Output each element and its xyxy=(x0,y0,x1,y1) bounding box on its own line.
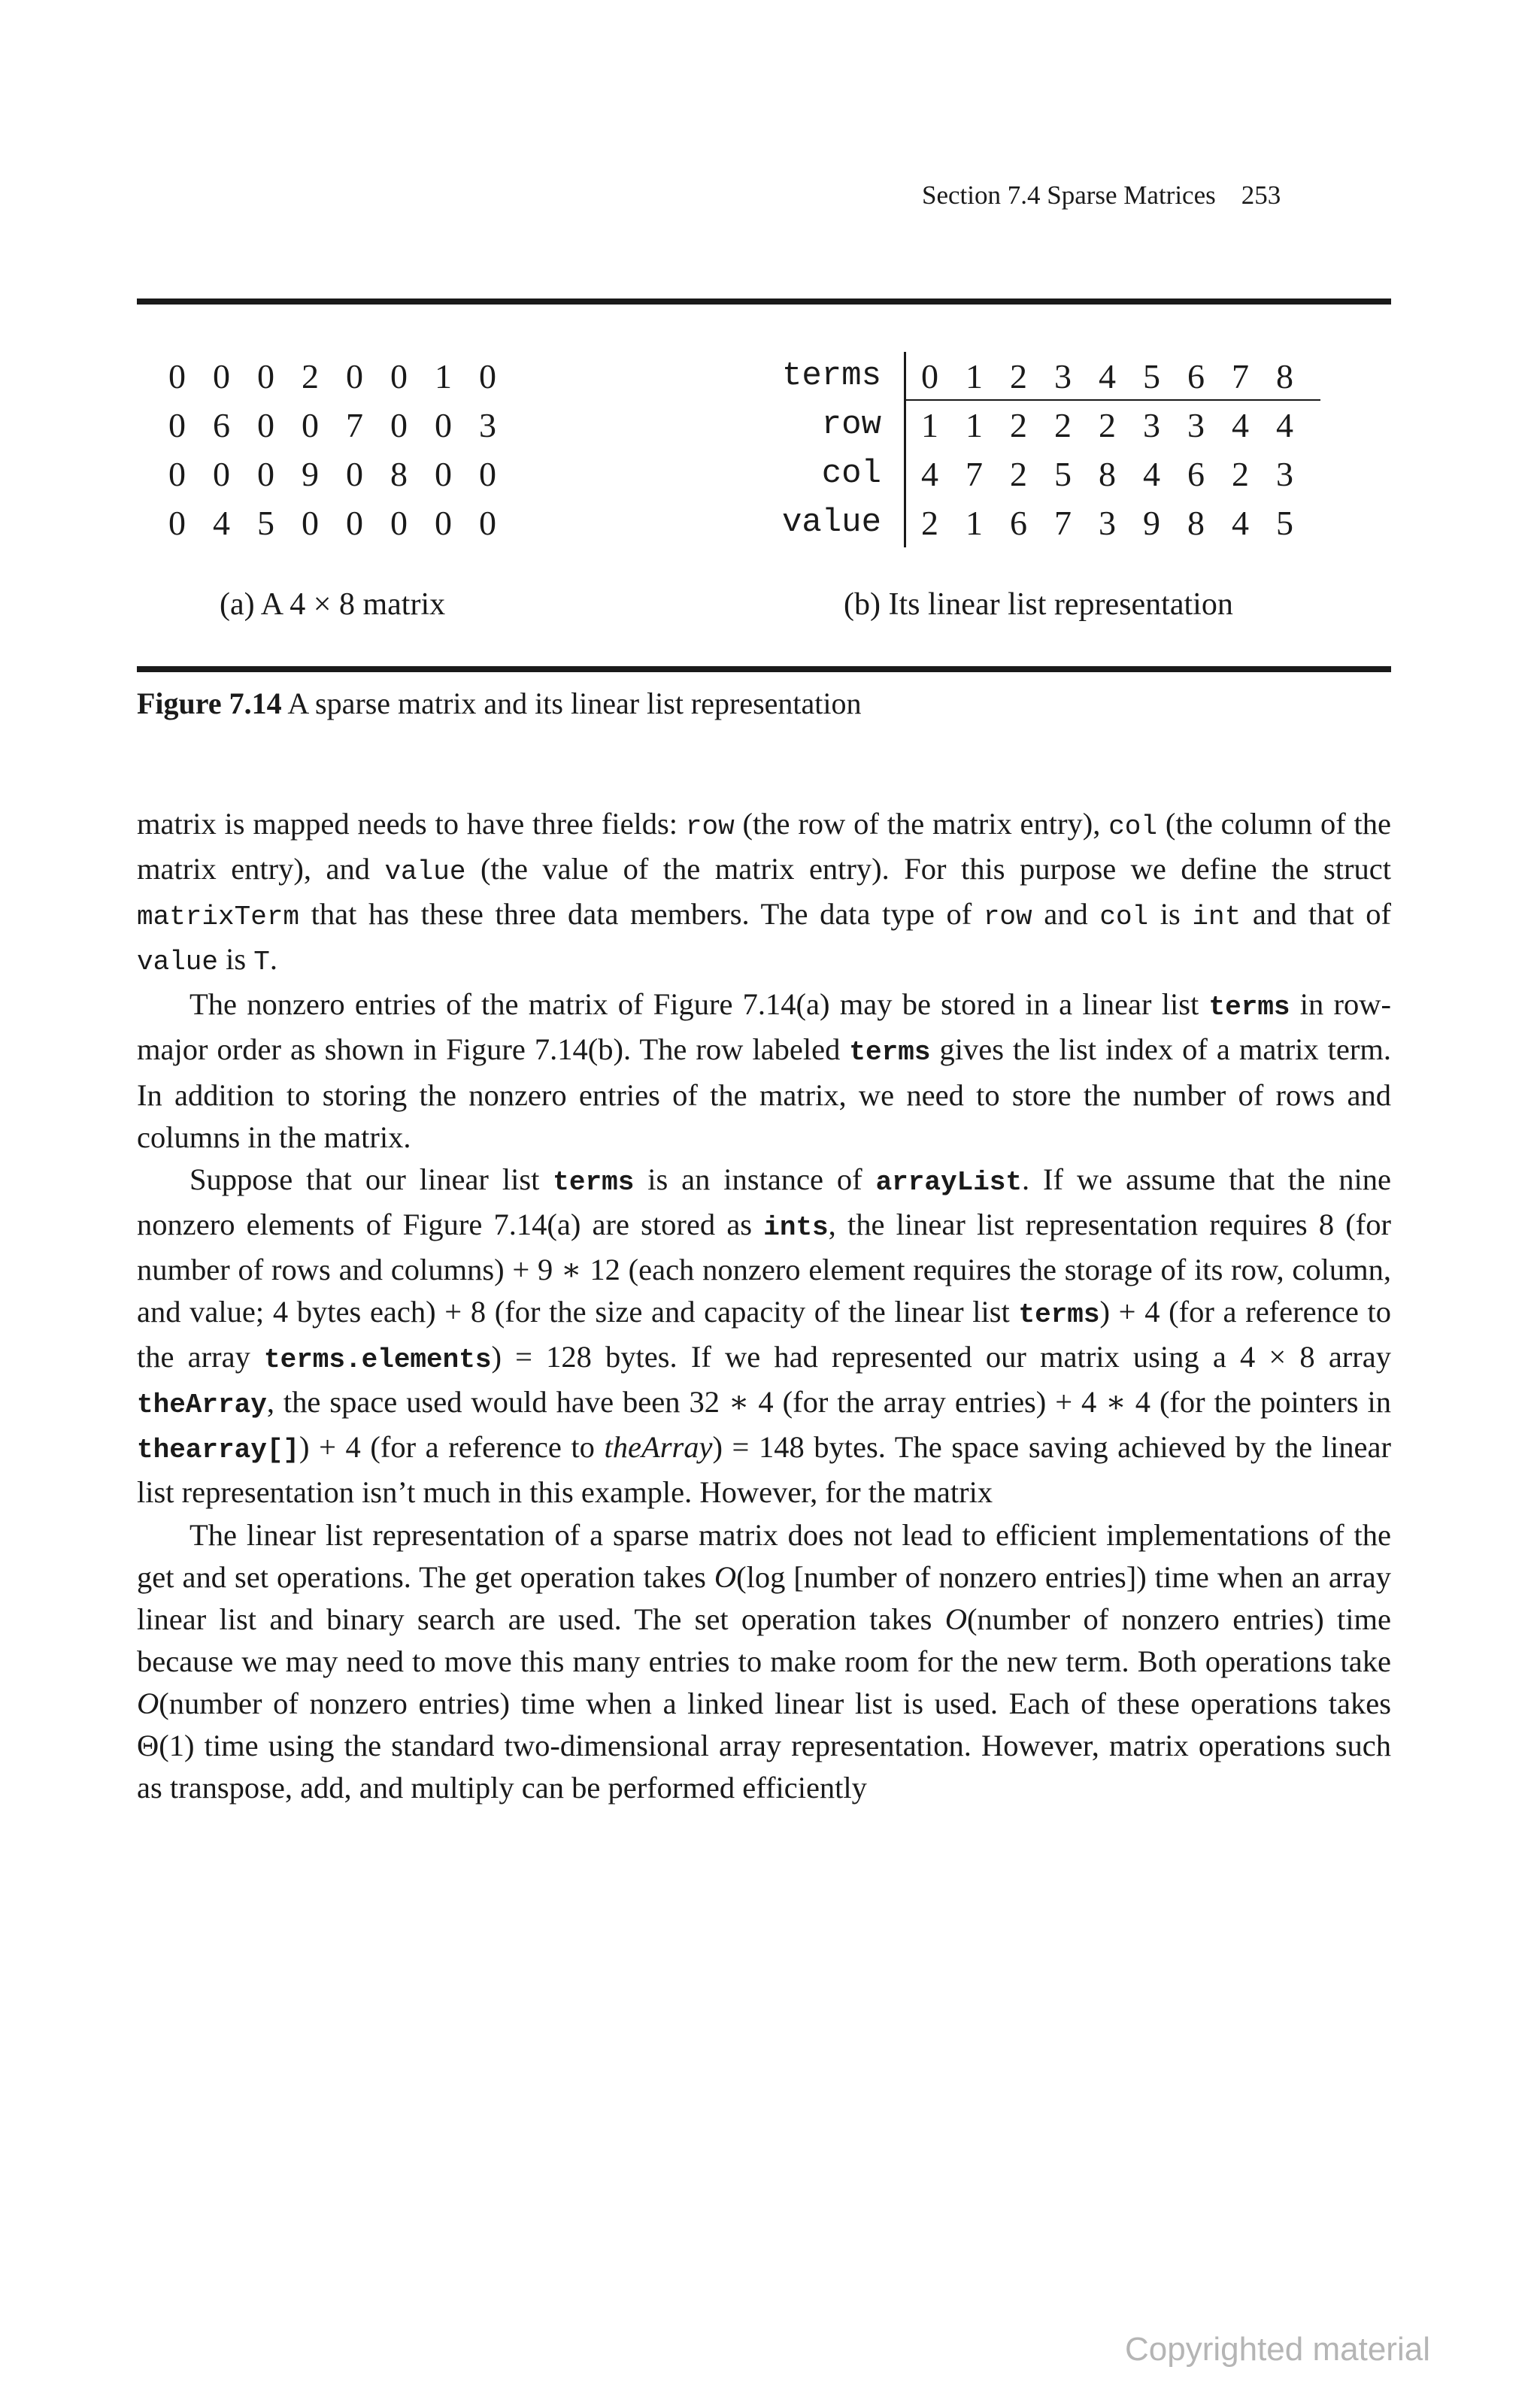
row-label: col xyxy=(821,455,881,492)
table-row xyxy=(737,352,1320,401)
table-row xyxy=(737,498,1320,547)
row-label: terms xyxy=(781,357,881,395)
table-cell: 2 xyxy=(1010,406,1027,444)
matrix-cell: 0 xyxy=(479,357,496,395)
matrix-cell: 4 xyxy=(213,504,230,542)
matrix-cell: 7 xyxy=(346,406,363,444)
table-cell: 7 xyxy=(966,455,983,493)
section-title: Section 7.4 Sparse Matrices xyxy=(922,180,1216,210)
table-row xyxy=(737,450,1320,498)
matrix-cell: 0 xyxy=(479,455,496,493)
row-cells xyxy=(904,352,1320,401)
table-cell: 8 xyxy=(1276,357,1293,395)
matrix-cell: 0 xyxy=(435,406,452,444)
matrix-row xyxy=(168,498,523,547)
matrix-cell: 0 xyxy=(257,455,274,493)
matrix-cell: 0 xyxy=(346,357,363,395)
matrix-cell: 6 xyxy=(213,406,230,444)
table-cell: 5 xyxy=(1054,455,1072,493)
table-cell: 5 xyxy=(1276,504,1293,542)
table-cell: 2 xyxy=(1099,406,1116,444)
table-cell: 1 xyxy=(966,504,983,542)
subcaption-b: (b) Its linear list representation xyxy=(844,587,1233,622)
table-cell: 4 xyxy=(1232,504,1249,542)
matrix-cell: 0 xyxy=(390,357,408,395)
figure-bottom-rule xyxy=(137,666,1391,672)
matrix-cell: 0 xyxy=(168,406,186,444)
table-cell: 4 xyxy=(921,455,938,493)
table-cell: 0 xyxy=(921,357,938,395)
table-cell: 2 xyxy=(921,504,938,542)
table-cell: 2 xyxy=(1054,406,1072,444)
row-label: value xyxy=(781,504,881,541)
sparse-matrix xyxy=(168,352,523,547)
table-cell: 6 xyxy=(1010,504,1027,542)
figure-top-rule xyxy=(137,298,1391,305)
page-number: 253 xyxy=(1241,180,1281,210)
copyright-watermark: Copyrighted material xyxy=(1125,2331,1430,2368)
table-cell: 8 xyxy=(1099,455,1116,493)
matrix-row xyxy=(168,401,523,450)
figure-caption xyxy=(137,686,862,721)
matrix-cell: 3 xyxy=(479,406,496,444)
row-label: row xyxy=(821,406,881,444)
table-cell: 3 xyxy=(1054,357,1072,395)
matrix-cell: 0 xyxy=(302,504,319,542)
matrix-cell: 0 xyxy=(435,455,452,493)
matrix-cell: 2 xyxy=(302,357,319,395)
matrix-cell: 9 xyxy=(302,455,319,493)
table-cell: 4 xyxy=(1232,406,1249,444)
matrix-cell: 0 xyxy=(390,504,408,542)
matrix-cell: 1 xyxy=(435,357,452,395)
subcaption-a: (a) A 4 × 8 matrix xyxy=(220,587,446,622)
table-row xyxy=(737,401,1320,450)
table-cell: 1 xyxy=(966,406,983,444)
table-cell: 1 xyxy=(966,357,983,395)
table-cell: 6 xyxy=(1187,357,1205,395)
matrix-cell: 0 xyxy=(435,504,452,542)
matrix-cell: 0 xyxy=(302,406,319,444)
paragraph: matrix is mapped needs to have three fields: row (the row of the matrix entry), col (the column of the matrix entry), and value (the value of the matrix entry). For this purpose we define the struct matrixTerm that has these three data members. The data type of row and col is int and that of value is T. xyxy=(137,807,1391,978)
table-cell: 3 xyxy=(1276,455,1293,493)
paragraph: The linear list representation of a sparse matrix does not lead to efficient implementations of the get and set operations. The get operation takes O(log [number of nonzero entries]) time when an array linear list and binary search are used. The set operation takes O(number of nonzero entries) time because we may need to move this many entries to make room for the new term. Both operations take O(number of nonzero entries) time when a linked linear list is used. Each of these operations takes Θ(1) time using the standard two-dimensional array representation. However, matrix operations such as transpose, add, and multiply can be performed efficiently xyxy=(137,1517,1392,1805)
matrix-cell: 0 xyxy=(213,455,230,493)
matrix-row xyxy=(168,450,523,498)
row-cells xyxy=(904,401,1320,450)
table-cell: 2 xyxy=(1010,455,1027,493)
table-cell: 9 xyxy=(1143,504,1160,542)
table-cell: 8 xyxy=(1187,504,1205,542)
body-text xyxy=(137,803,1391,1809)
matrix-cell: 0 xyxy=(168,455,186,493)
table-cell: 7 xyxy=(1232,357,1249,395)
table-cell: 7 xyxy=(1054,504,1072,542)
matrix-cell: 0 xyxy=(257,406,274,444)
table-cell: 3 xyxy=(1143,406,1160,444)
running-head xyxy=(922,180,1281,211)
matrix-cell: 0 xyxy=(346,504,363,542)
table-cell: 4 xyxy=(1276,406,1293,444)
table-cell: 3 xyxy=(1187,406,1205,444)
table-cell: 3 xyxy=(1099,504,1116,542)
table-cell: 5 xyxy=(1143,357,1160,395)
matrix-cell: 8 xyxy=(390,455,408,493)
matrix-cell: 0 xyxy=(168,357,186,395)
paragraph: Suppose that our linear list terms is an instance of arrayList. If we assume that the nine nonzero elements of Figure 7.14(a) are stored as ints, the linear list representation requires 8 (for number of rows and columns) + 9 ∗ 12 (each nonzero element requires the storage of its row, column, and value; 4 bytes each) + 8 (for the size and capacity of the linear list terms) + 4 (for a reference to the array terms.elements) = 128 bytes. If we had represented our matrix using a 4 × 8 array theArray, the space used would have been 32 ∗ 4 (for the array entries) + 4 ∗ 4 (for the pointers in thearray[]) + 4 (for a reference to theArray) = 148 bytes. The space saving achieved by the linear list representation isn’t much in this example. However, for the matrix xyxy=(137,1162,1392,1510)
table-cell: 2 xyxy=(1010,357,1027,395)
row-cells xyxy=(904,498,1320,547)
matrix-cell: 0 xyxy=(479,504,496,542)
paragraph: The nonzero entries of the matrix of Figure 7.14(a) may be stored in a linear list terms in row-major order as shown in Figure 7.14(b). The row labeled terms gives the list index of a matrix term. In addition to storing the nonzero entries of the matrix, we need to store the number of rows and columns in the matrix. xyxy=(137,987,1391,1154)
matrix-row xyxy=(168,352,523,401)
figure-label: Figure 7.14 xyxy=(137,686,282,720)
figure-caption-text: A sparse matrix and its linear list representation xyxy=(281,686,862,720)
row-cells xyxy=(904,450,1320,498)
matrix-cell: 0 xyxy=(390,406,408,444)
table-cell: 2 xyxy=(1232,455,1249,493)
matrix-cell: 0 xyxy=(257,357,274,395)
table-cell: 6 xyxy=(1187,455,1205,493)
linear-list-table xyxy=(737,352,1320,547)
table-cell: 4 xyxy=(1099,357,1116,395)
table-cell: 4 xyxy=(1143,455,1160,493)
matrix-cell: 0 xyxy=(213,357,230,395)
table-cell: 1 xyxy=(921,406,938,444)
matrix-cell: 0 xyxy=(168,504,186,542)
matrix-cell: 0 xyxy=(346,455,363,493)
matrix-cell: 5 xyxy=(257,504,274,542)
